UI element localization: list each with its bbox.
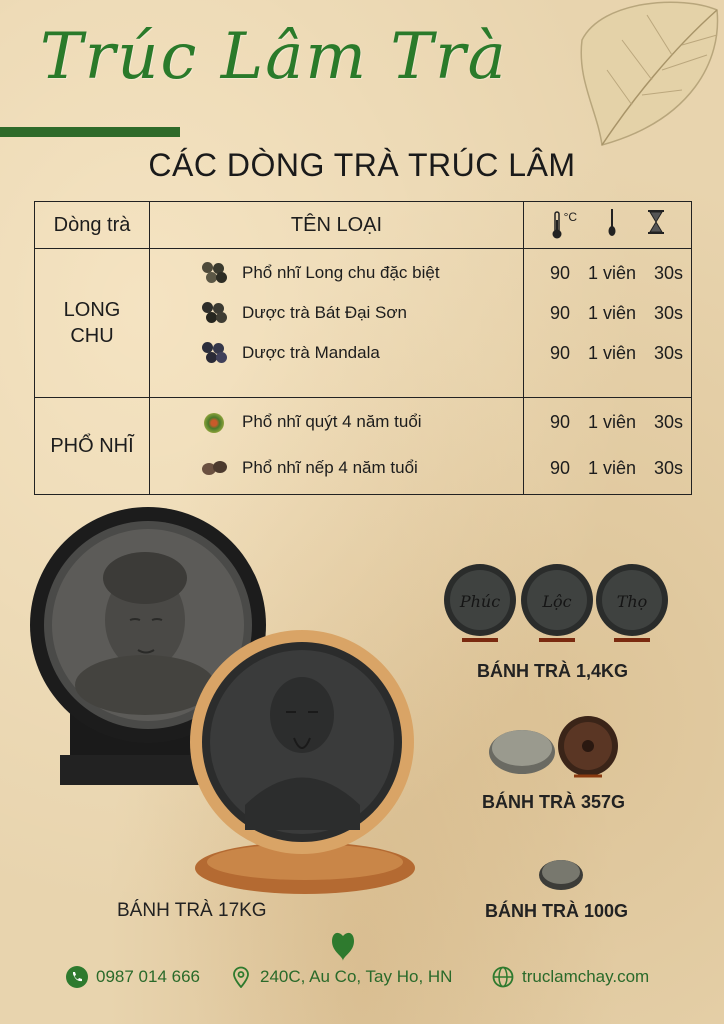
- header-name: TÊN LOẠI: [150, 202, 524, 249]
- hourglass-icon: [647, 209, 665, 241]
- disc-text-phuc: Phúc: [459, 592, 501, 611]
- disc-text-tho: Thọ: [616, 592, 648, 611]
- brand-logo-text: Trúc Lâm Trà: [40, 20, 508, 94]
- temp-unit: °C: [563, 210, 578, 224]
- value-row: 90 1 viên 30s: [550, 302, 683, 323]
- header-icons: [524, 202, 692, 249]
- group-label-long-chu: LONG CHU: [35, 249, 150, 398]
- tea-ball-icon: [202, 302, 228, 324]
- tea-ball-icon: [202, 411, 228, 433]
- contact-website[interactable]: truclamchay.com: [492, 966, 649, 988]
- table-header-row: [35, 202, 692, 249]
- tea-ball-icon: [202, 457, 228, 479]
- location-pin-icon: [230, 966, 252, 988]
- thermometer-icon: [550, 210, 577, 240]
- page-title: CÁC DÒNG TRÀ TRÚC LÂM: [148, 147, 576, 183]
- list-item: Dược trà Bát Đại Sơn: [150, 293, 523, 333]
- tea-cake-100g-image: [538, 855, 584, 891]
- leaf-icon: [572, 0, 722, 150]
- portrait-tea-cake-image: [190, 630, 420, 900]
- tea-ball-icon: [202, 262, 228, 284]
- group-items: [150, 398, 524, 495]
- value-row: 90 1 viên 30s: [550, 342, 683, 363]
- disc-text-loc: Lộc: [542, 592, 572, 611]
- product-caption-357g: BÁNH TRÀ 357G: [482, 792, 626, 812]
- product-caption-100g: BÁNH TRÀ 100G: [485, 901, 629, 921]
- value-row: 90 1 viên 30s: [550, 262, 683, 283]
- header-line: Dòng trà: [35, 202, 150, 249]
- group-row-pho-nhi: [35, 398, 692, 495]
- green-accent-bar: [0, 127, 180, 137]
- group-values: [524, 249, 692, 398]
- globe-icon: [492, 966, 514, 988]
- tea-ball-icon: [202, 342, 228, 364]
- three-tea-cakes-image: [440, 562, 670, 646]
- group-values: [524, 398, 692, 495]
- leaf-logo-icon: [330, 928, 356, 962]
- tea-table: [34, 201, 692, 495]
- group-row-long-chu: [35, 249, 692, 398]
- list-item: Phổ nhĩ quýt 4 năm tuổi: [150, 402, 523, 442]
- product-caption-17kg: BÁNH TRÀ 17KG: [117, 900, 267, 921]
- product-caption-14kg: BÁNH TRÀ 1,4KG: [477, 661, 629, 681]
- value-row: 90 1 viên 30s: [550, 411, 683, 432]
- group-label-pho-nhi: PHỔ NHĨ: [35, 398, 150, 495]
- list-item: Dược trà Mandala: [150, 333, 523, 373]
- value-row: 90 1 viên 30s: [550, 457, 683, 478]
- list-item: Phổ nhĩ Long chu đặc biệt: [150, 253, 523, 293]
- phone-icon: [66, 966, 88, 988]
- group-items: [150, 249, 524, 398]
- list-item: Phổ nhĩ nếp 4 năm tuổi: [150, 448, 523, 488]
- tea-cake-357g-image: [488, 712, 623, 782]
- spoon-icon: [606, 207, 618, 243]
- contact-address[interactable]: 240C, Au Co, Tay Ho, HN: [230, 966, 452, 988]
- contact-phone[interactable]: 0987 014 666: [66, 966, 200, 988]
